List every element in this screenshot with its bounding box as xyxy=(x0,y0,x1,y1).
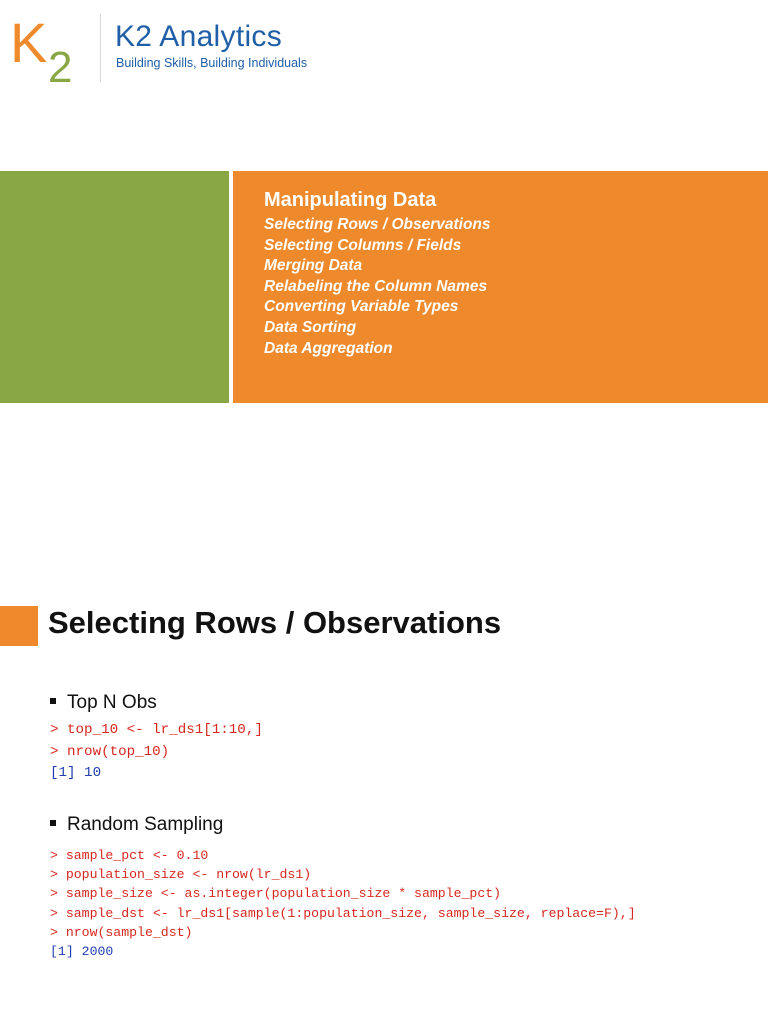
code-line: > nrow(sample_dst) xyxy=(50,924,193,940)
bullet-label: Random Sampling xyxy=(67,814,224,835)
code-output-line: [1] 2000 xyxy=(50,944,114,960)
agenda-panel xyxy=(233,171,768,403)
svg-text:K: K xyxy=(10,11,48,74)
agenda-item: Relabeling the Column Names xyxy=(264,277,488,295)
agenda-item: Converting Variable Types xyxy=(264,298,459,316)
k2-logo-icon xyxy=(10,10,92,84)
code-output-line: [1] 10 xyxy=(50,765,102,781)
brand-name: K2 Analytics xyxy=(115,20,283,53)
bullet-top-n-obs xyxy=(50,692,157,714)
slide-title: Selecting Rows / Observations xyxy=(48,605,502,640)
agenda-item: Data Sorting xyxy=(264,318,357,336)
code-block-top-n xyxy=(50,720,263,785)
code-line: > sample_pct <- 0.10 xyxy=(50,848,209,863)
agenda-item: Selecting Rows / Observations xyxy=(264,216,491,233)
code-line: > nrow(top_10) xyxy=(50,743,170,760)
agenda-item: Data Aggregation xyxy=(264,339,393,357)
code-line: > population_size <- nrow(lr_ds1) xyxy=(50,867,312,883)
green-decor-block xyxy=(0,171,229,403)
logo-divider xyxy=(100,14,101,82)
svg-text:2: 2 xyxy=(48,43,73,84)
bullet-random-sampling xyxy=(50,814,223,836)
agenda-list xyxy=(264,215,491,359)
code-line: > sample_size <- as.integer(population_size * sample_pct) xyxy=(50,886,502,902)
code-block-random-sampling xyxy=(50,846,636,961)
title-accent-bar xyxy=(0,606,38,646)
code-line: > top_10 <- lr_ds1[1:10,] xyxy=(50,722,263,738)
brand-tagline: Building Skills, Building Individuals xyxy=(116,56,308,70)
code-line: > sample_dst <- lr_ds1[sample(1:population_size, sample_size, replace=F),] xyxy=(50,905,636,921)
bullet-label: Top N Obs xyxy=(67,692,157,713)
agenda-item: Selecting Columns / Fields xyxy=(264,236,462,254)
bullet-square-icon xyxy=(50,820,56,826)
bullet-square-icon xyxy=(50,698,56,704)
agenda-title: Manipulating Data xyxy=(264,189,437,211)
agenda-item: Merging Data xyxy=(264,257,363,275)
